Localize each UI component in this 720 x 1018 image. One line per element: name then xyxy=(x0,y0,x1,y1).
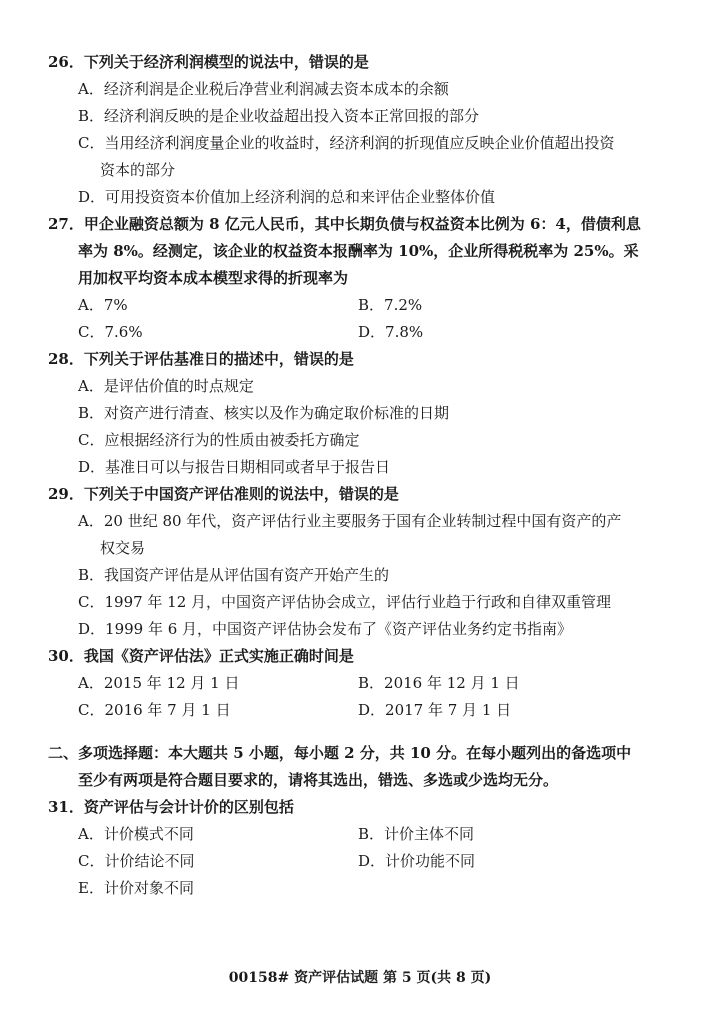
question-26-option-c: C．当用经济利润度量企业的收益时，经济利润的折现值应反映企业价值超出投资 xyxy=(78,134,615,152)
question-28-option-a: A．是评估价值的时点规定 xyxy=(78,377,254,395)
question-29-option-b: B．我国资产评估是从评估国有资产开始产生的 xyxy=(78,566,390,584)
question-30-option-a: A．2015 年 12 月 1 日 xyxy=(78,674,240,692)
question-31-option-d: D．计价功能不同 xyxy=(358,852,476,870)
question-30-option-b: B．2016 年 12 月 1 日 xyxy=(358,674,520,692)
question-27-stem-line-2: 率为 8%。经测定，该企业的权益资本报酬率为 10%，企业所得税税率为 25%。采 xyxy=(78,242,639,260)
question-31-option-a: A．计价模式不同 xyxy=(78,825,194,843)
question-27-option-c: C．7.6% xyxy=(78,323,143,341)
question-30-option-c: C．2016 年 7 月 1 日 xyxy=(78,701,231,719)
question-30-stem: 30．我国《资产评估法》正式实施正确时间是 xyxy=(48,647,354,665)
question-31-option-b: B．计价主体不同 xyxy=(358,825,475,843)
question-30-option-d: D．2017 年 7 月 1 日 xyxy=(358,701,512,719)
question-29-option-c: C．1997 年 12 月，中国资产评估协会成立，评估行业趋于行政和自律双重管理 xyxy=(78,593,612,611)
question-26-option-d: D．可用投资资本价值加上经济利润的总和来评估企业整体价值 xyxy=(78,188,496,206)
question-31-stem: 31．资产评估与会计计价的区别包括 xyxy=(48,798,294,816)
question-27-option-b: B．7.2% xyxy=(358,296,423,314)
question-31-option-c: C．计价结论不同 xyxy=(78,852,195,870)
question-28-option-c: C．应根据经济行为的性质由被委托方确定 xyxy=(78,431,360,449)
question-27-option-a: A．7% xyxy=(78,296,128,314)
question-26-option-a: A．经济利润是企业税后净营业利润减去资本成本的余额 xyxy=(78,80,449,98)
question-27-option-d: D．7.8% xyxy=(358,323,424,341)
section-2-instructions: 至少有两项是符合题目要求的，请将其选出，错选、多选或少选均无分。 xyxy=(78,771,559,789)
question-29-stem: 29．下列关于中国资产评估准则的说法中，错误的是 xyxy=(48,485,399,503)
question-26-option-b: B．经济利润反映的是企业收益超出投入资本正常回报的部分 xyxy=(78,107,480,125)
question-28-option-b: B．对资产进行清查、核实以及作为确定取价标准的日期 xyxy=(78,404,450,422)
question-29-option-a: A．20 世纪 80 年代，资产评估行业主要服务于国有企业转制过程中国有资产的产 xyxy=(78,512,622,530)
question-26-option-c-continued: 资本的部分 xyxy=(100,161,176,179)
question-27-stem: 27．甲企业融资总额为 8 亿元人民币，其中长期负债与权益资本比例为 6：4，借债利息 xyxy=(48,215,641,233)
question-29-option-a-continued: 权交易 xyxy=(100,539,146,557)
section-2-heading: 二、多项选择题：本大题共 5 小题，每小题 2 分，共 10 分。在每小题列出的备选项中 xyxy=(48,744,632,762)
question-29-option-d: D．1999 年 6 月，中国资产评估协会发布了《资产评估业务约定书指南》 xyxy=(78,620,573,638)
question-31-option-e: E．计价对象不同 xyxy=(78,879,194,897)
question-26-stem: 26．下列关于经济利润模型的说法中，错误的是 xyxy=(48,53,369,71)
page-footer: 00158# 资产评估试题 第 5 页(共 8 页) xyxy=(228,970,492,986)
question-28-option-d: D．基准日可以与报告日期相同或者早于报告日 xyxy=(78,458,391,476)
question-27-stem-line-3: 用加权平均资本成本模型求得的折现率为 xyxy=(78,269,349,287)
question-28-stem: 28．下列关于评估基准日的描述中，错误的是 xyxy=(48,350,354,368)
